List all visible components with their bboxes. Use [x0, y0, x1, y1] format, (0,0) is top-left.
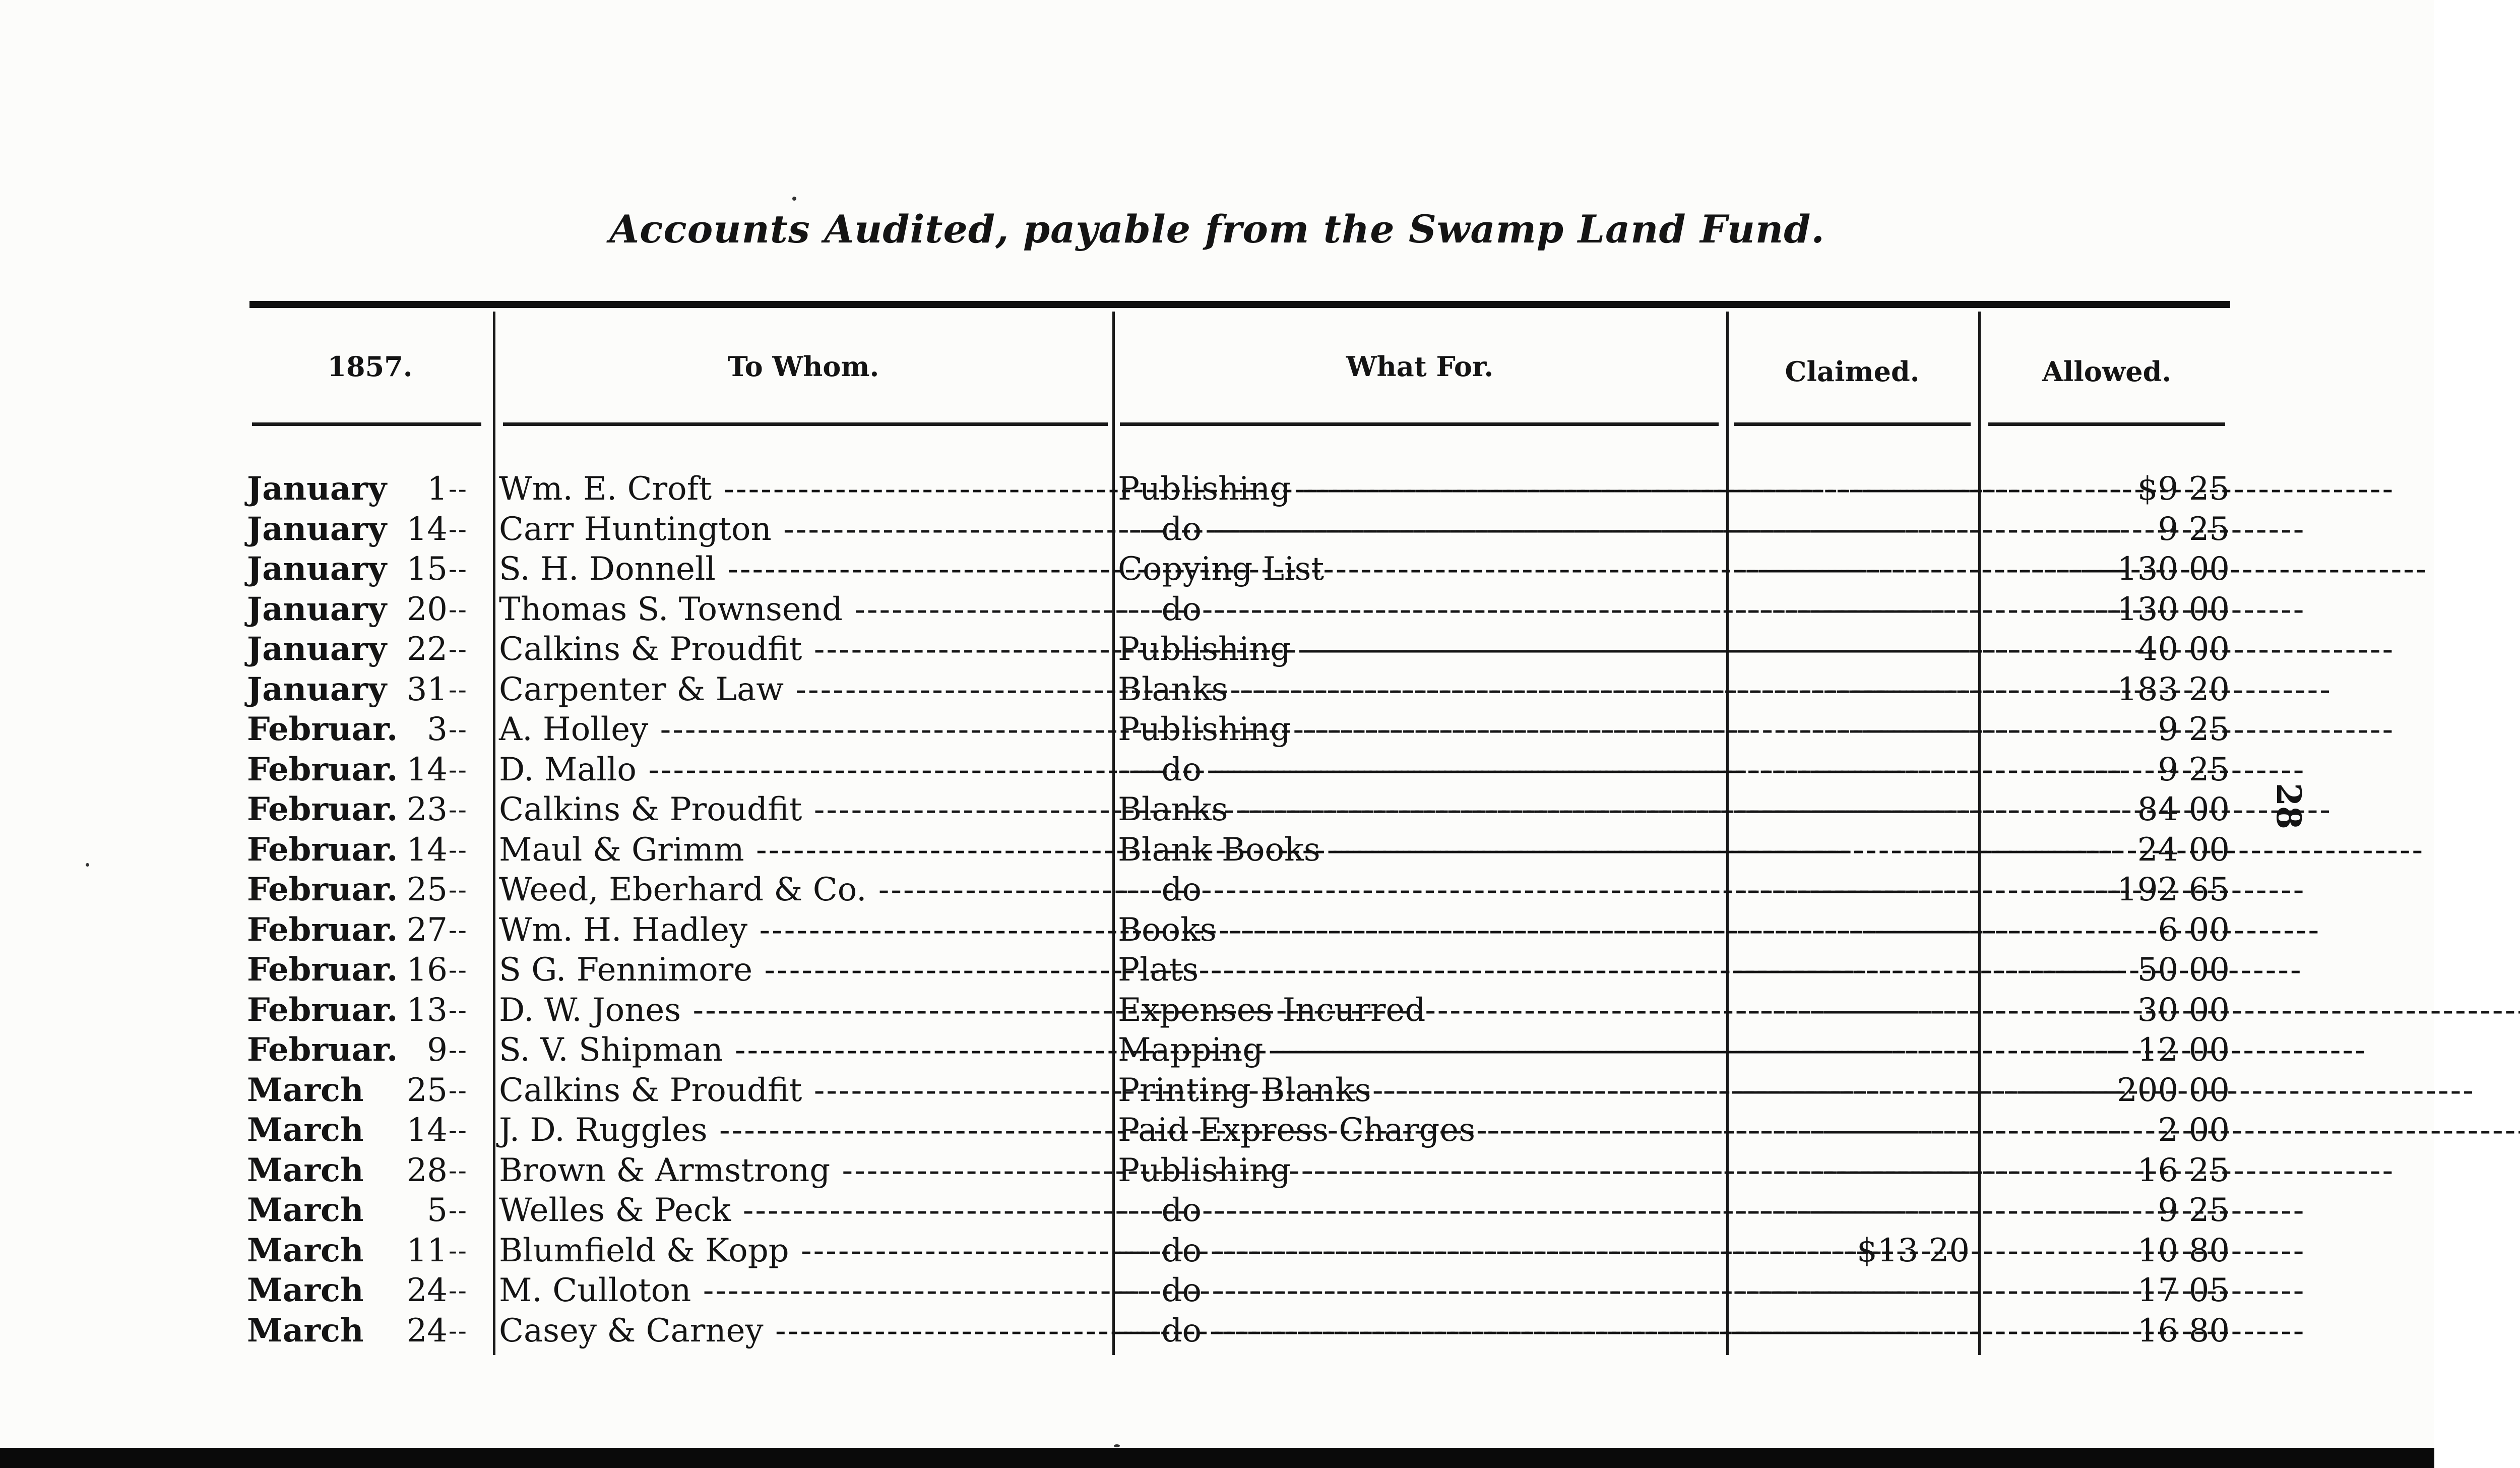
- table-row: [0, 789, 2434, 830]
- table-row: [0, 1190, 2434, 1231]
- row-allowed: 6 00: [2158, 911, 2230, 949]
- row-month: Februar.: [247, 750, 398, 788]
- row-what-text: Publishing -----: [1118, 470, 2395, 508]
- row-allowed: 130 00: [2117, 550, 2230, 588]
- row-claimed-leader: ------------------------------: [1736, 550, 2124, 588]
- row-allowed: 200 00: [2117, 1071, 2230, 1109]
- row-day-leader: --: [449, 915, 468, 945]
- row-whom: [499, 1070, 1109, 1111]
- row-whom: [499, 950, 1109, 990]
- row-what-text: ----do -----: [1118, 871, 2305, 908]
- row-whom: [499, 1030, 1109, 1070]
- row-what: [1118, 709, 1723, 750]
- row-claimed-leader: ------------------------------: [1736, 470, 2124, 508]
- row-day: 15: [406, 550, 448, 588]
- table-row: [0, 830, 2434, 870]
- row-whom: [499, 1231, 1109, 1271]
- row-what: [1118, 950, 1723, 990]
- row-what-text: ----do -----: [1118, 1192, 2305, 1229]
- row-what-text: ----do -----: [1118, 1272, 2305, 1309]
- row-claimed-leader: ------------------------------: [1736, 1151, 2124, 1189]
- row-allowed: 192 65: [2117, 871, 2230, 908]
- row-month: Februar.: [247, 790, 398, 828]
- row-whom: [499, 990, 1109, 1030]
- header-date: 1857.: [327, 350, 413, 383]
- row-allowed: 30 00: [2137, 991, 2230, 1029]
- row-day: 14: [406, 1112, 448, 1149]
- row-month: January: [247, 670, 387, 708]
- row-claimed-leader: ------------------------------: [1736, 1192, 2124, 1229]
- row-what: [1118, 789, 1723, 830]
- row-what-text: Publishing -----: [1118, 1152, 2395, 1189]
- row-claimed-leader: ------------------------------: [1736, 1312, 2124, 1350]
- row-allowed: 17 05: [2137, 1272, 2230, 1309]
- row-month: Februar.: [247, 710, 398, 748]
- row-whom: [499, 789, 1109, 830]
- row-what-text: ----do -----: [1118, 1312, 2305, 1350]
- row-whom-text: Calkins & Proudfit -----: [499, 631, 1906, 668]
- row-what: [1118, 669, 1723, 710]
- row-what-text: Blank Books -----: [1118, 831, 2424, 869]
- row-day-leader: --: [449, 1236, 468, 1265]
- table-row: [0, 870, 2434, 910]
- row-day-leader: --: [449, 955, 468, 985]
- scan-speck: [792, 197, 796, 201]
- row-month: January: [247, 470, 387, 508]
- table-row: [0, 990, 2434, 1030]
- row-day-leader: --: [449, 474, 468, 504]
- row-whom: [499, 669, 1109, 710]
- row-allowed: 16 80: [2137, 1312, 2230, 1350]
- row-what-text: Blanks -----: [1118, 791, 2332, 828]
- row-claimed-leader: ------------------------------: [1736, 951, 2124, 989]
- row-whom: [499, 830, 1109, 870]
- row-whom: [499, 1110, 1109, 1150]
- row-claimed-leader: ------------------------------: [1736, 911, 2124, 949]
- row-month: March: [247, 1311, 364, 1350]
- row-whom-text: D. W. Jones -----: [499, 992, 1785, 1029]
- row-what-text: Publishing -----: [1118, 711, 2395, 748]
- table-row: [0, 629, 2434, 669]
- row-whom-text: M. Culloton -----: [499, 1272, 1795, 1309]
- row-whom: [499, 1270, 1109, 1311]
- row-what-text: Paid Express Charges -----: [1118, 1112, 2520, 1149]
- row-what-text: ----do -----: [1118, 751, 2305, 788]
- row-whom-text: Calkins & Proudfit -----: [499, 1072, 1906, 1109]
- row-what: [1118, 469, 1723, 509]
- row-day: 24: [406, 1272, 448, 1309]
- row-claimed-leader: ------------------------------: [1736, 1112, 2124, 1149]
- row-what: [1118, 1110, 1723, 1150]
- row-claimed-leader: ------------------------------: [1736, 631, 2124, 668]
- row-month: March: [247, 1071, 364, 1109]
- row-what: [1118, 750, 1723, 790]
- row-claimed-leader: ------------------------------: [1736, 1272, 2124, 1309]
- row-whom: [499, 1150, 1109, 1191]
- row-day-leader: --: [449, 995, 468, 1025]
- row-day-leader: --: [449, 1035, 468, 1065]
- row-allowed: 84 00: [2137, 791, 2230, 828]
- row-whom-text: Welles & Peck -----: [499, 1192, 1835, 1229]
- header-claimed: Claimed.: [1785, 355, 1920, 388]
- row-day: 22: [406, 631, 448, 668]
- page-title: Accounts Audited, payable from the Swamp Land Fund.: [609, 207, 1825, 252]
- row-whom: [499, 1311, 1109, 1351]
- row-day: 31: [406, 670, 448, 708]
- row-day: 25: [406, 1071, 448, 1109]
- scan-edge: [0, 1448, 2434, 1468]
- table-row: [0, 1231, 2434, 1271]
- row-whom-text: Weed, Eberhard & Co. -----: [499, 871, 1971, 908]
- row-what-text: Copying List -----: [1118, 550, 2428, 588]
- row-claimed-leader: ------------------------------: [1736, 831, 2124, 869]
- row-day-leader: --: [449, 1316, 468, 1345]
- table-row: [0, 1030, 2434, 1070]
- row-what: [1118, 1190, 1723, 1231]
- header-rule-date: [252, 422, 481, 426]
- table-row: [0, 750, 2434, 790]
- row-day: 27: [406, 911, 448, 949]
- header-rule-allowed: [1988, 422, 2225, 426]
- table-row: [0, 1110, 2434, 1150]
- row-whom: [499, 629, 1109, 669]
- row-what: [1118, 910, 1723, 950]
- row-whom-text: Wm. H. Hadley -----: [499, 911, 1851, 949]
- row-whom-text: Maul & Grimm -----: [499, 831, 1848, 869]
- row-day: 23: [406, 791, 448, 828]
- row-month: Februar.: [247, 830, 398, 869]
- row-what-text: ----do -----: [1118, 511, 2305, 548]
- row-what-text: Books -----: [1118, 911, 2320, 949]
- row-day-leader: --: [449, 715, 468, 744]
- row-allowed: 9 25: [2158, 751, 2230, 788]
- table-row: [0, 950, 2434, 990]
- row-whom-text: J. D. Ruggles -----: [499, 1112, 1811, 1149]
- row-whom: [499, 709, 1109, 750]
- row-what: [1118, 1150, 1723, 1191]
- row-day: 13: [406, 991, 448, 1029]
- row-what: [1118, 549, 1723, 589]
- row-month: March: [247, 1151, 364, 1189]
- row-what: [1118, 1231, 1723, 1271]
- page-number: 28: [2269, 783, 2308, 829]
- row-month: March: [247, 1191, 364, 1229]
- row-claimed-leader: ------------------------------: [1736, 871, 2124, 908]
- row-month: January: [247, 510, 387, 548]
- table-top-rule: [249, 301, 2230, 308]
- row-claimed: $13 20: [1857, 1232, 1970, 1269]
- row-whom: [499, 509, 1109, 549]
- row-whom-text: Calkins & Proudfit -----: [499, 791, 1906, 828]
- row-day-leader: --: [449, 594, 468, 624]
- row-whom: [499, 469, 1109, 509]
- row-whom-text: D. Mallo -----: [499, 751, 1740, 788]
- row-month: Februar.: [247, 991, 398, 1029]
- table-row: [0, 469, 2434, 509]
- row-what-text: Publishing -----: [1118, 631, 2395, 668]
- row-day: 16: [406, 951, 448, 989]
- row-month: March: [247, 1231, 364, 1269]
- row-day: 24: [406, 1312, 448, 1350]
- row-what-text: Mapping -----: [1118, 1031, 2367, 1069]
- header-what: What For.: [1346, 350, 1494, 383]
- row-day: 25: [406, 871, 448, 908]
- row-claimed-leader: ------------------------------: [1736, 1071, 2124, 1109]
- row-day: 9: [427, 1031, 448, 1069]
- table-row: [0, 1070, 2434, 1111]
- table-row: [0, 509, 2434, 549]
- row-whom: [499, 750, 1109, 790]
- row-day: 14: [406, 831, 448, 869]
- row-day: 3: [427, 711, 448, 748]
- row-day-leader: --: [449, 875, 468, 904]
- row-what-text: Expenses Incurred -----: [1118, 992, 2520, 1029]
- row-day-leader: --: [449, 835, 468, 865]
- row-what: [1118, 509, 1723, 549]
- row-allowed: 16 25: [2137, 1151, 2230, 1189]
- row-allowed: 9 25: [2158, 1192, 2230, 1229]
- row-allowed: 12 00: [2137, 1031, 2230, 1069]
- row-allowed: 50 00: [2137, 951, 2230, 989]
- row-what-text: Blanks -----: [1118, 671, 2332, 708]
- scan-speck: [86, 863, 89, 867]
- row-whom-text: S. H. Donnell -----: [499, 550, 1819, 588]
- table-row: [0, 709, 2434, 750]
- row-day: 28: [406, 1151, 448, 1189]
- row-allowed: 24 00: [2137, 831, 2230, 869]
- row-claimed-leader: ------------------------------: [1736, 751, 2124, 788]
- row-whom-text: S G. Fennimore -----: [499, 951, 1856, 989]
- row-day: 11: [406, 1232, 448, 1269]
- row-allowed: 9 25: [2158, 510, 2230, 548]
- row-month: Februar.: [247, 910, 398, 949]
- row-whom: [499, 910, 1109, 950]
- row-allowed: 130 00: [2117, 590, 2230, 628]
- row-what: [1118, 1070, 1723, 1111]
- row-allowed: $9 25: [2137, 470, 2230, 508]
- row-what: [1118, 870, 1723, 910]
- row-whom-text: Blumfield & Kopp -----: [499, 1232, 1893, 1269]
- row-allowed: 9 25: [2158, 711, 2230, 748]
- row-day-leader: --: [449, 1196, 468, 1225]
- row-month: January: [247, 630, 387, 668]
- row-claimed-leader: ------------------------------: [1736, 590, 2124, 628]
- row-whom-text: Thomas S. Townsend -----: [499, 591, 1946, 628]
- row-allowed: 2 00: [2158, 1112, 2230, 1149]
- table-row: [0, 669, 2434, 710]
- row-claimed-leader: ------------------------------: [1736, 510, 2124, 548]
- row-month: January: [247, 550, 387, 588]
- row-whom-text: Brown & Armstrong -----: [499, 1152, 1934, 1189]
- ledger-rows: [0, 469, 2434, 1351]
- row-day-leader: --: [449, 795, 468, 824]
- row-claimed-leader: ------------------------------: [1736, 791, 2124, 828]
- row-day-leader: --: [449, 1155, 468, 1185]
- row-what: [1118, 990, 1723, 1030]
- row-whom-text: Carpenter & Law -----: [499, 671, 1887, 708]
- row-day: 14: [406, 510, 448, 548]
- table-row: [0, 589, 2434, 630]
- row-claimed-leader: ------------------------------: [1736, 1031, 2124, 1069]
- scan-speck: [1114, 1444, 1120, 1447]
- row-what-text: Printing Blanks -----: [1118, 1072, 2475, 1109]
- row-what: [1118, 1311, 1723, 1351]
- row-what-text: ----do -----: [1118, 591, 2305, 628]
- row-whom: [499, 549, 1109, 589]
- row-allowed: 40 00: [2137, 631, 2230, 668]
- row-day-leader: --: [449, 514, 468, 544]
- row-whom: [499, 1190, 1109, 1231]
- row-day-leader: --: [449, 675, 468, 704]
- row-allowed: 183 20: [2117, 670, 2230, 708]
- table-row: [0, 1150, 2434, 1191]
- row-day-leader: --: [449, 1075, 468, 1105]
- row-month: Februar.: [247, 871, 398, 908]
- row-what-text: Plats -----: [1118, 951, 2303, 989]
- row-whom: [499, 589, 1109, 630]
- row-whom-text: Carr Huntington -----: [499, 511, 1875, 548]
- table-row: [0, 549, 2434, 589]
- header-whom: To Whom.: [727, 350, 879, 383]
- row-day-leader: --: [449, 555, 468, 584]
- row-what: [1118, 589, 1723, 630]
- row-what-text: ----do -----: [1118, 1232, 2305, 1269]
- header-rule-whom: [503, 422, 1108, 426]
- row-day-leader: --: [449, 635, 468, 664]
- row-day-leader: --: [449, 1116, 468, 1145]
- row-whom-text: S. V. Shipman -----: [499, 1031, 1827, 1069]
- row-day: 5: [427, 1192, 448, 1229]
- row-day: 1: [427, 470, 448, 508]
- row-month: March: [247, 1111, 364, 1149]
- row-claimed-leader: ------------------------------: [1736, 991, 2124, 1029]
- row-what: [1118, 830, 1723, 870]
- row-what: [1118, 629, 1723, 669]
- row-whom-text: Casey & Carney -----: [499, 1312, 1867, 1350]
- row-whom-text: Wm. E. Croft -----: [499, 470, 1815, 508]
- row-day-leader: --: [449, 755, 468, 784]
- header-allowed: Allowed.: [2042, 355, 2172, 388]
- row-whom: [499, 870, 1109, 910]
- table-row: [0, 1311, 2434, 1351]
- header-rule-what: [1120, 422, 1719, 426]
- row-day-leader: --: [449, 1276, 468, 1305]
- row-what: [1118, 1270, 1723, 1311]
- row-claimed-leader: ------------------------------: [1736, 711, 2124, 748]
- table-row: [0, 1270, 2434, 1311]
- header-rule-claimed: [1734, 422, 1971, 426]
- row-month: January: [247, 590, 387, 628]
- row-month: Februar.: [247, 1031, 398, 1069]
- row-month: Februar.: [247, 951, 398, 989]
- table-row: [0, 910, 2434, 950]
- row-day: 14: [406, 751, 448, 788]
- row-claimed-leader: ------------------------------: [1736, 670, 2124, 708]
- row-what: [1118, 1030, 1723, 1070]
- row-day: 20: [406, 590, 448, 628]
- row-month: March: [247, 1271, 364, 1309]
- row-whom-text: A. Holley -----: [499, 711, 1752, 748]
- row-allowed: 10 80: [2137, 1232, 2230, 1269]
